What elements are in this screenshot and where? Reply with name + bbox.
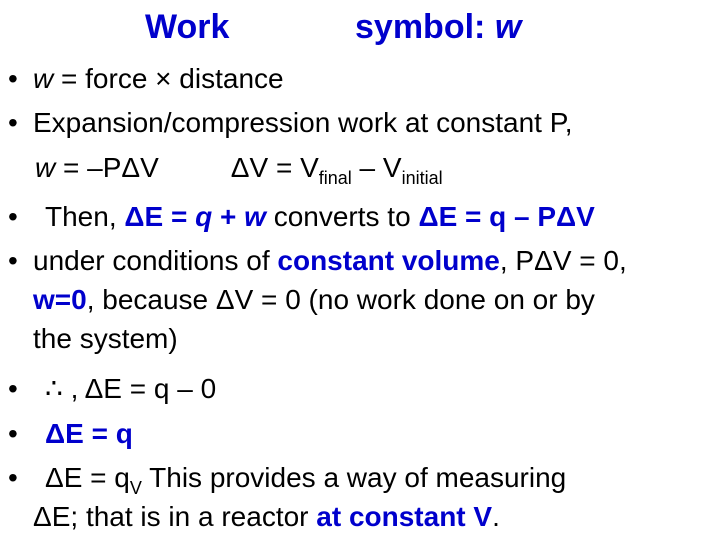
- work-equation: = –PΔV: [55, 152, 159, 183]
- bullet-marker: •: [8, 201, 18, 232]
- delta-v-minus: – V: [351, 152, 402, 183]
- constant-volume-highlight: constant volume: [277, 245, 500, 276]
- bullet-marker: •: [8, 373, 18, 404]
- bullet-work-definition: [33, 62, 284, 96]
- bullet-expansion-work: Expansion/compression work at constant P,: [33, 107, 573, 138]
- constant-volume-explanation: [33, 283, 595, 317]
- conditions-text: under conditions of: [33, 245, 278, 276]
- bullet-marker: •: [8, 245, 18, 276]
- title-symbol-var: w: [494, 8, 522, 46]
- work-definition-text: = force × distance: [53, 63, 284, 94]
- converted-equation: ΔE = q – PΔV: [418, 201, 595, 232]
- subscript-initial: initial: [401, 168, 443, 188]
- expansion-work-equations: [35, 151, 443, 188]
- first-law-equation: [124, 201, 266, 232]
- heat-var: q: [195, 201, 213, 232]
- w-zero-highlight: w=0: [33, 284, 87, 315]
- pdv-zero-text: , PΔV = 0,: [499, 245, 627, 276]
- then-text: Then,: [45, 201, 125, 232]
- period: .: [492, 501, 500, 532]
- bullet-marker: •: [8, 63, 18, 94]
- reactor-text: ΔE; that is in a reactor: [33, 501, 317, 532]
- title-symbol-label: symbol:: [355, 8, 495, 46]
- bullet-constant-volume: [33, 244, 627, 278]
- at-constant-v-highlight: at constant V: [316, 501, 493, 532]
- bullet-marker: •: [8, 418, 18, 449]
- measuring-continuation: [33, 500, 500, 534]
- first-law-lhs: ΔE =: [124, 201, 196, 232]
- work-var: w: [33, 63, 54, 94]
- bullet-first-law: [45, 200, 595, 234]
- delta-v-equation: ΔV = V: [230, 152, 319, 183]
- bullet-delta-e-equals-q: ΔE = q: [45, 418, 133, 449]
- bullet-marker: •: [8, 462, 18, 493]
- delta-e-qv: ΔE = q: [45, 462, 130, 493]
- subscript-v: V: [129, 478, 142, 498]
- title-symbol: [355, 8, 521, 47]
- work-var: w: [35, 152, 56, 183]
- constant-volume-explanation-end: the system): [33, 323, 178, 354]
- measuring-text: This provides a way of measuring: [141, 462, 567, 493]
- title-work: Work: [145, 8, 230, 46]
- bullet-therefore: ∴ , ΔE = q – 0: [45, 373, 217, 404]
- work-var: w: [244, 201, 266, 232]
- bullet-marker: •: [8, 107, 18, 138]
- converts-to-text: converts to: [265, 201, 419, 232]
- because-text: , because ΔV = 0 (no work done on or by: [86, 284, 595, 315]
- subscript-final: final: [318, 168, 352, 188]
- plus-sign: +: [212, 201, 245, 232]
- bullet-measuring: [45, 461, 566, 498]
